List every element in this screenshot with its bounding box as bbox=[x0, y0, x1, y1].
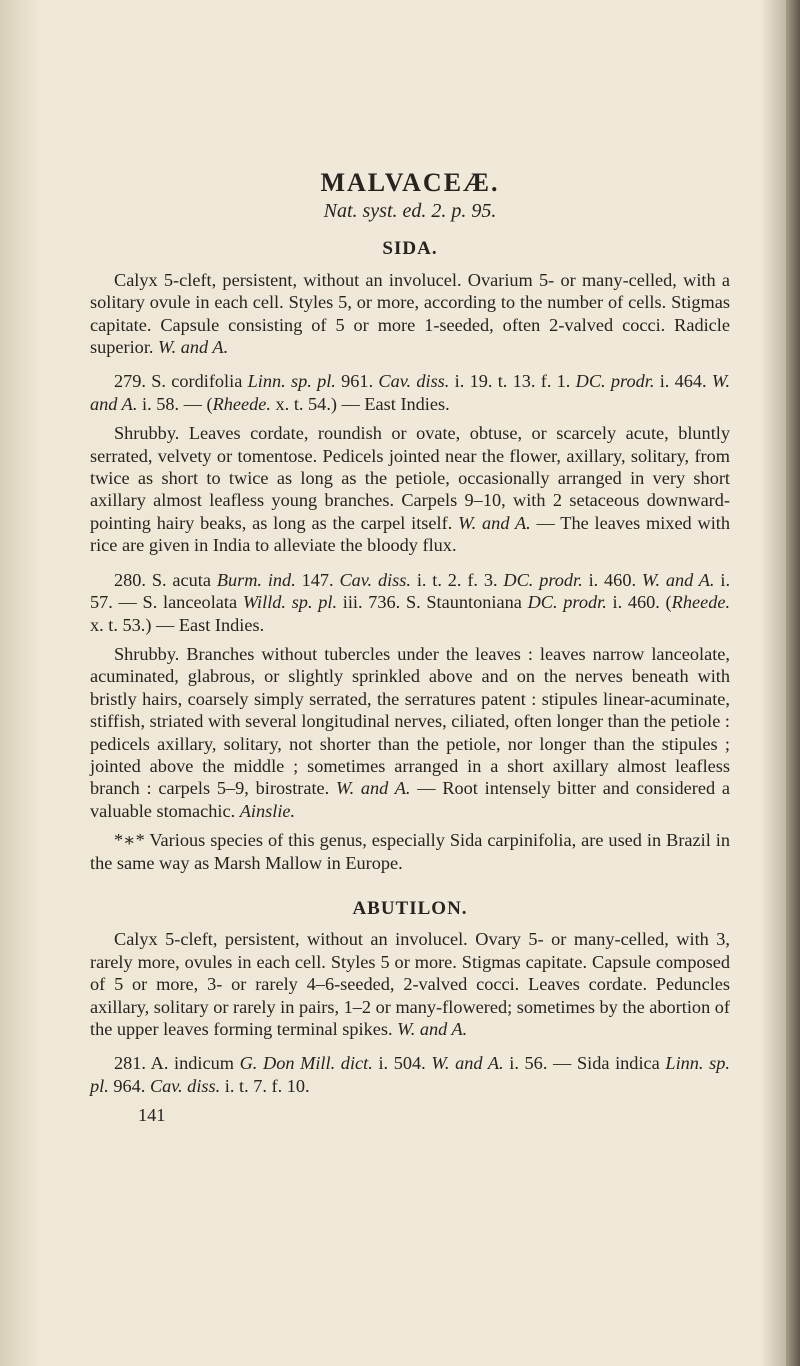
genus-heading-sida: SIDA. bbox=[382, 238, 438, 260]
species-280-description: Shrubby. Branches without tubercles under the leaves : leaves narrow lanceolate, acuminated, glabrous, or slightly sprinkled above and on the nerves beneath with bristly hairs, coarsely simply serrated, the serratures patent : stipules linear-acuminate, stiffish, striated with several longitudinal nerves, ciliated, often longer than the petiole : pedicels axillary, solitary, not shorter than the petiole, nor longer than the stipules ; jointed above the middle ; sometimes arranged in a short axillary almost leafless branch : carpels 5–9, birostrate. W. and A. — Root intensely bitter and considered a valuable stomachic. Ainslie. bbox=[90, 643, 730, 821]
genus-description-authority: W. and A. bbox=[158, 337, 229, 358]
page-content bbox=[90, 168, 730, 1127]
genus-description-abutilon: Calyx 5-cleft, persistent, without an involucel. Ovary 5- or many-celled, with 3, rarely more, ovules in each cell. Styles 5 or more. Stigmas capitate. Capsule composed of 5 or more, 3- or rarely 4–6-seeded, 2-valved cocci. Leaves cordate. Peduncles axillary, solitary or rarely in pairs, 1–2 or many-flowered; sometimes by the abortion of the upper leaves forming terminal spikes. W. and A. bbox=[90, 929, 731, 1039]
genus-note: *∗* Various species of this genus, especially Sida carpinifolia, are used in Brazil in the same way as Marsh Mallow in Europe. bbox=[90, 830, 730, 873]
page-number: 141 bbox=[138, 1105, 166, 1126]
species-281-citation: 281. A. indicum G. Don Mill. dict. i. 504. W. and A. i. 56. — Sida indica Linn. sp. pl. 964. Cav. diss. i. t. 7. f. 10. bbox=[90, 1053, 730, 1096]
family-reference: Nat. syst. ed. 2. p. 95. bbox=[323, 200, 497, 222]
species-279-description: Shrubby. Leaves cordate, roundish or ovate, obtuse, or scarcely acute, bluntly serrated, velvety or tomentose. Pedicels jointed near the flower, axillary, solitary, from twice as short to twice as long as the petiole, occasionally arranged in very short axillary almost leafless young branches. Carpels 9–10, with 2 setaceous downward-pointing hairy beaks, as long as the carpel itself. W. and A. — The leaves mixed with rice are given in India to alleviate the bloody flux. bbox=[90, 423, 731, 556]
species-280-citation: 280. S. acuta Burm. ind. 147. Cav. diss. i. t. 2. f. 3. DC. prodr. i. 460. W. and A. i. 57. — S. lanceolata Willd. sp. pl. iii. 736. S. Stauntoniana DC. prodr. i. 460. (Rheede. x. t. 53.) — East Indies. bbox=[90, 569, 731, 635]
genus-description-text: Calyx 5-cleft, persistent, without an involucel. Ovarium 5- or many-celled, with a solitary ovule in each cell. Styles 5, or more, according to the number of cells. Stigmas capitate. Capsule consisting of 5 or more 1-seeded, often 2-valved cocci. Radicle superior. bbox=[90, 269, 730, 358]
genus-description-sida bbox=[90, 269, 730, 359]
page-edge-shadow bbox=[786, 0, 800, 1366]
genus-heading-abutilon: ABUTILON. bbox=[352, 897, 468, 919]
species-279-citation: 279. S. cordifolia Linn. sp. pl. 961. Cav. diss. i. 19. t. 13. f. 1. DC. prodr. i. 464. W. and A. i. 58. — (Rheede. x. t. 54.) — East Indies. bbox=[90, 371, 731, 414]
family-heading: MALVACEÆ. bbox=[320, 168, 500, 197]
